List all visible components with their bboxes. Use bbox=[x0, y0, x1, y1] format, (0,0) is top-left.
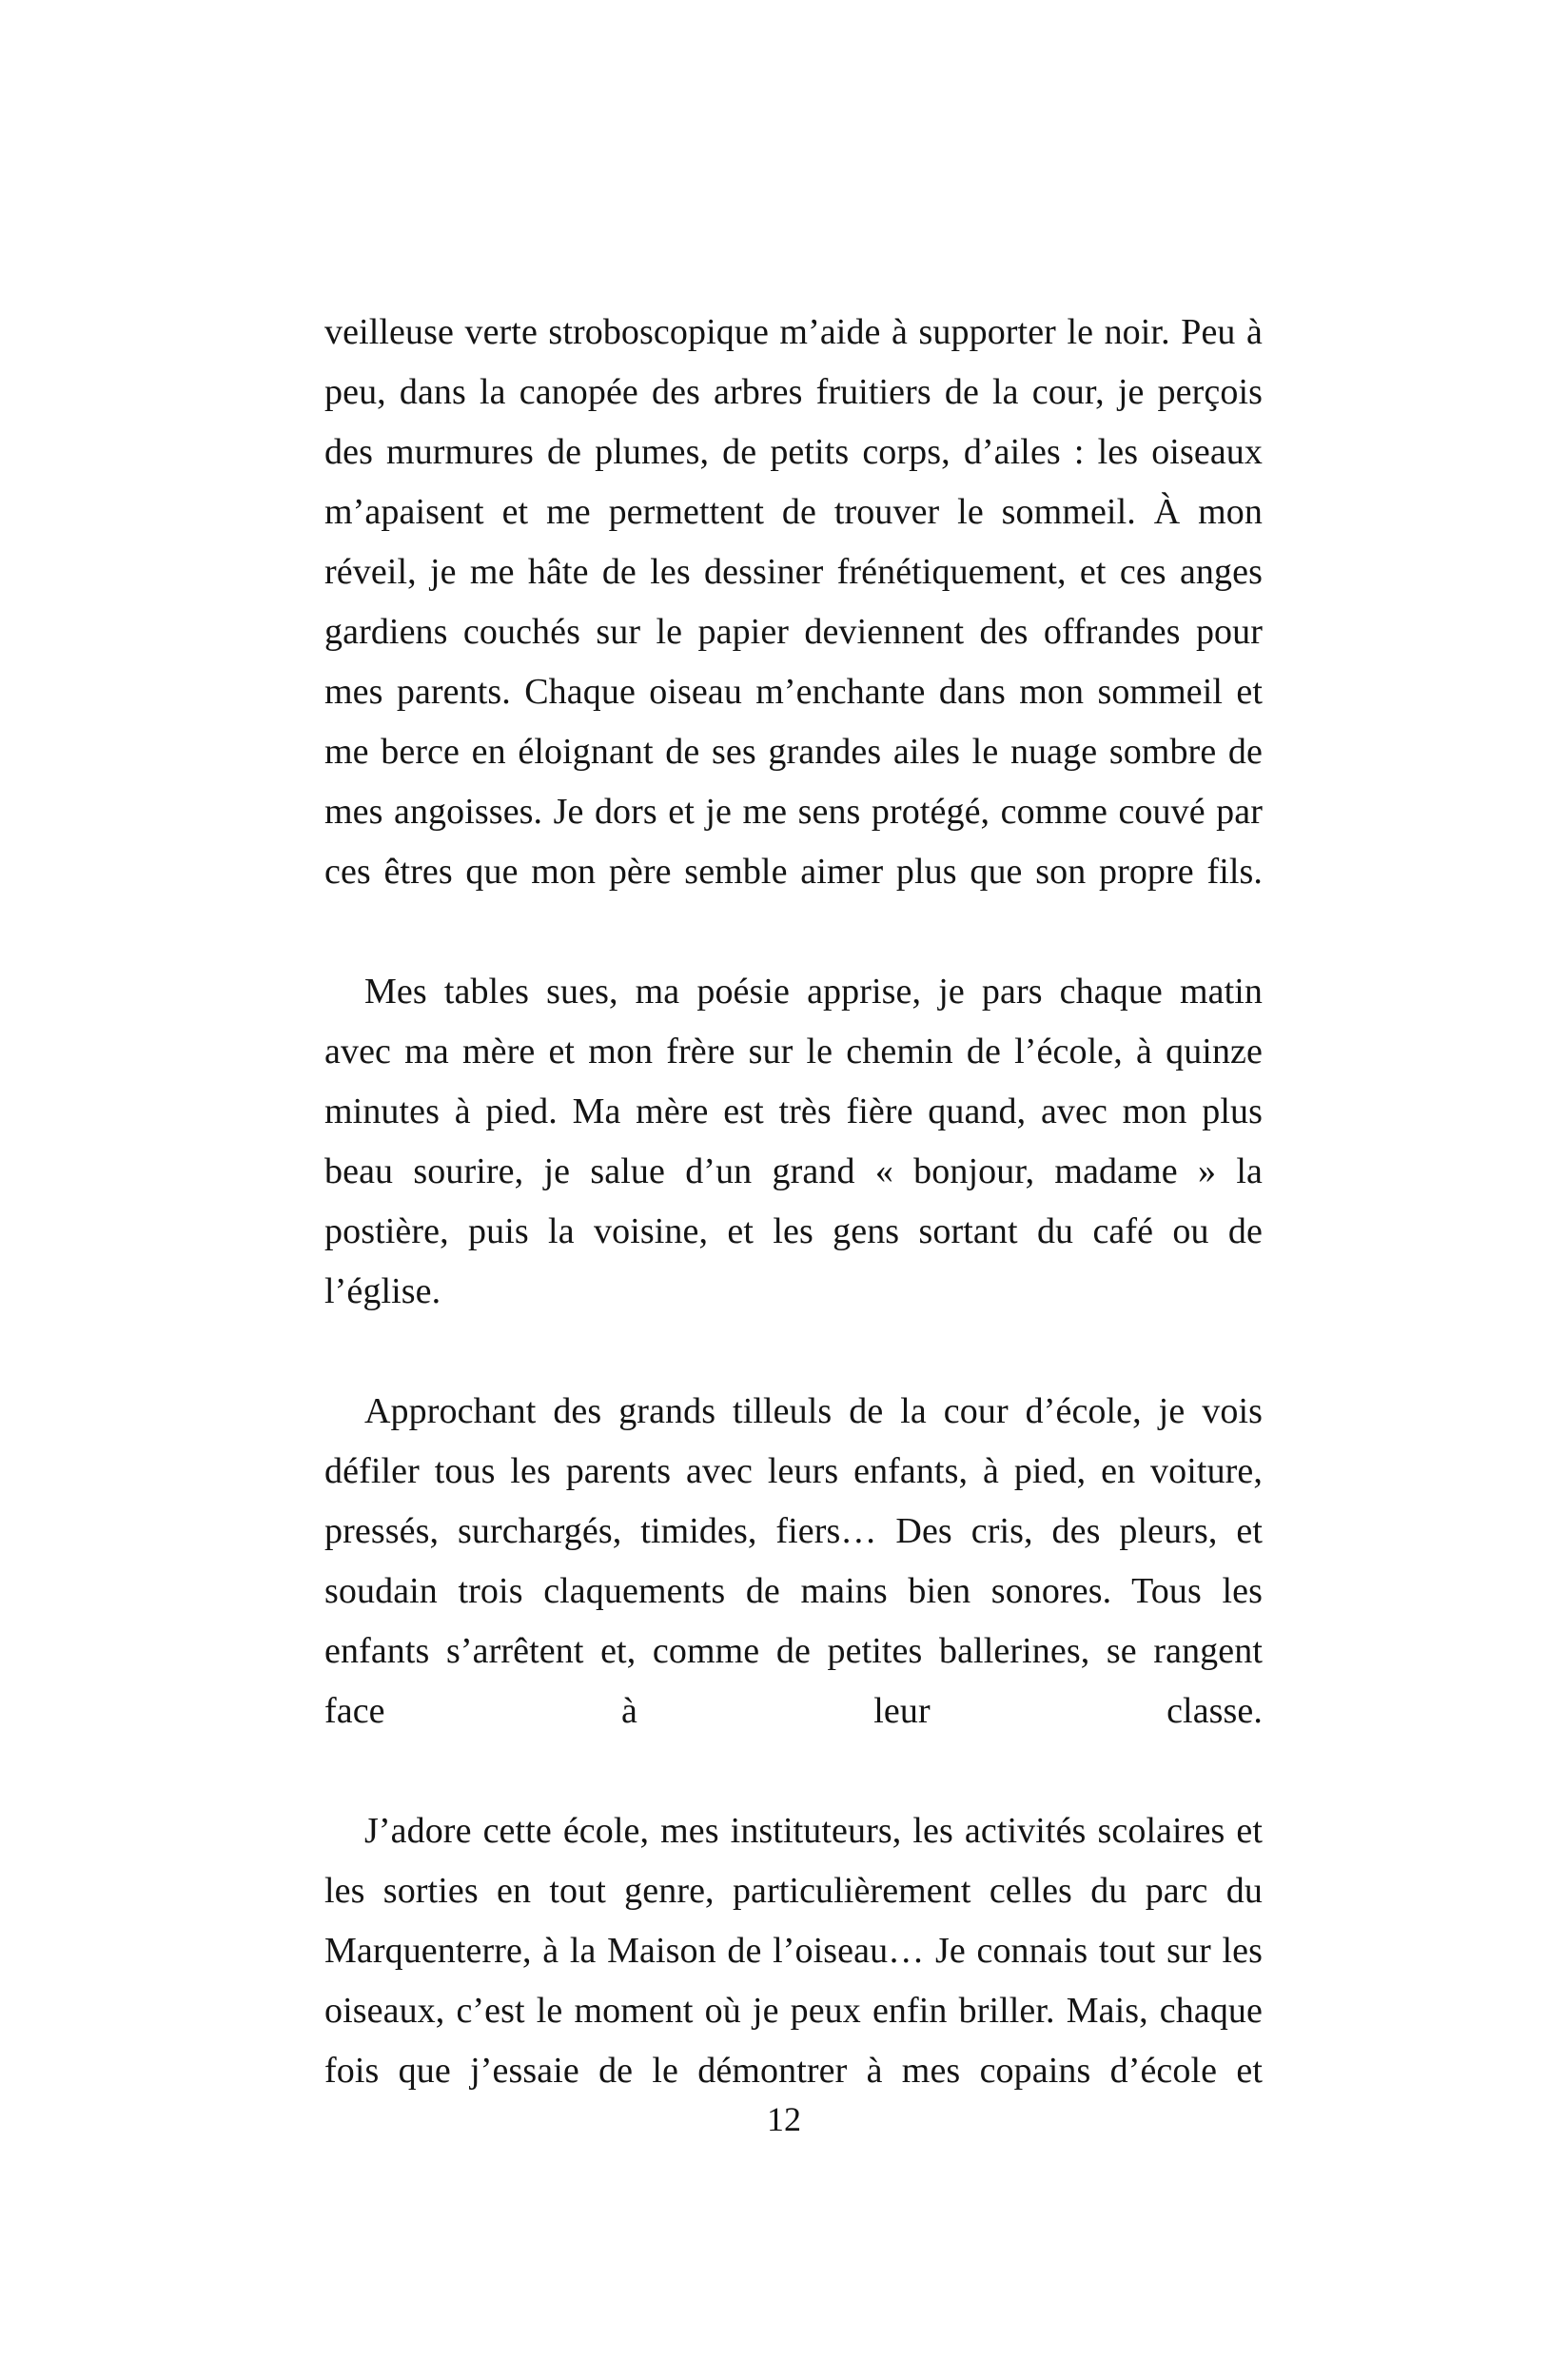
page-number: 12 bbox=[767, 2100, 801, 2138]
paragraph: J’adore cette école, mes instituteurs, les activités scolaires et les sorties en tout genre, particulièrement celles du parc du Marquenterre, à la Maison de l’oiseau… Je connais tout sur les oiseaux, c’est le moment où je peux enfin briller. Mais, chaque fois que j’essaie de le démontrer à mes copains d’école et bbox=[324, 1811, 1263, 2091]
paragraph: Mes tables sues, ma poésie apprise, je pars chaque matin avec ma mère et mon frère sur le chemin de l’école, à quinze minutes à pied. Ma mère est très fière quand, avec mon plus beau sourire, je salue d’un grand « bonjour, madame » la postière, puis la voisine, et les gens sortant du café ou de l’église. bbox=[324, 972, 1263, 1311]
paragraph: veilleuse verte stroboscopique m’aide à supporter le noir. Peu à peu, dans la canopée des arbres fruitiers de la cour, je perçois des murmures de plumes, de petits corps, d’ailes : les oiseaux m’apaisent et me permettent de trouver le sommeil. À mon réveil, je me hâte de les dessiner frénétiquement, et ces anges gardiens couchés sur le papier deviennent des offrandes pour mes parents. Chaque oiseau m’enchante dans mon sommeil et me berce en éloignant de ses grandes ailes le nuage sombre de mes angoisses. Je dors et je me sens protégé, comme couvé par ces êtres que mon père semble aimer plus que son propre fils. bbox=[324, 312, 1263, 892]
paragraph: Approchant des grands tilleuls de la cour d’école, je vois défiler tous les parents avec leurs enfants, à pied, en voiture, pressés, surchargés, timides, fiers… Des cris, des pleurs, et soudain trois claquements de mains bien sonores. Tous les enfants s’arrêtent et, comme de petites ballerines, se rangent face à leur classe. bbox=[324, 1391, 1263, 1731]
page-body-text bbox=[324, 303, 1263, 2161]
